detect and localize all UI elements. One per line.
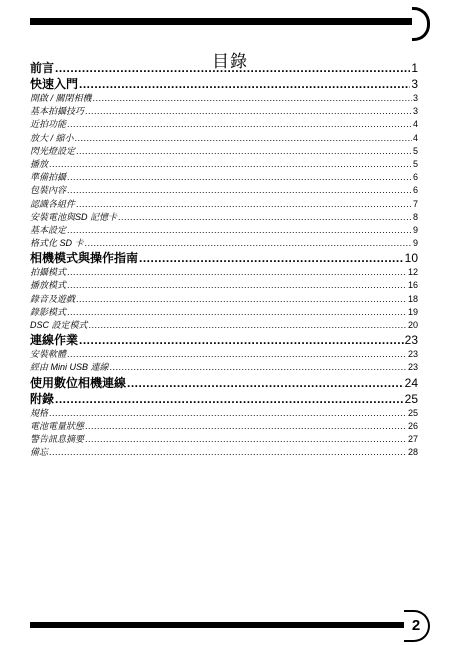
toc-section-entry[interactable] (30, 293, 418, 306)
toc-section-entry[interactable] (30, 407, 418, 420)
toc-entry-page: 6 (412, 172, 418, 183)
dot-leader (67, 348, 407, 361)
toc-entry-label: 準備拍攝 (30, 172, 67, 183)
dot-leader (75, 132, 412, 145)
toc-section-entry[interactable] (30, 348, 418, 361)
dot-leader (76, 198, 412, 211)
toc-entry-page: 18 (407, 293, 418, 304)
toc-entry-label: 備忘 (30, 447, 49, 458)
toc-section-entry[interactable] (30, 211, 418, 224)
toc-section-entry[interactable] (30, 132, 418, 145)
dot-leader (76, 145, 412, 158)
toc-section-entry[interactable] (30, 145, 418, 158)
dot-leader (76, 293, 407, 306)
toc-section-entry[interactable] (30, 433, 418, 446)
toc-section-entry[interactable] (30, 184, 418, 197)
dot-leader (85, 420, 407, 433)
toc-entry-page: 20 (407, 320, 418, 330)
toc-section-entry[interactable] (30, 420, 418, 433)
toc-entry-label: 快速入門 (30, 77, 79, 91)
toc-entry-label: 播放 (30, 158, 49, 169)
toc-chapter-entry[interactable] (30, 76, 418, 92)
toc-entry-label: 拍攝模式 (30, 267, 67, 278)
dot-leader (79, 332, 404, 348)
toc-entry-page: 23 (407, 349, 418, 360)
toc-entry-page: 3 (412, 93, 418, 103)
page-number: 2 (404, 610, 430, 642)
toc-entry-label: 經由 Mini USB 連線 (30, 362, 109, 373)
toc-entry-page: 27 (407, 433, 418, 444)
toc-entry-label: 相機模式與操作指南 (30, 251, 139, 266)
toc-entry-label: 安裝軟體 (30, 349, 67, 360)
dot-leader (67, 306, 407, 319)
toc-entry-page: 23 (404, 333, 418, 348)
dot-leader (55, 391, 404, 407)
toc-entry-label: 前言 (30, 61, 55, 75)
toc-section-entry[interactable] (30, 224, 418, 237)
toc-section-entry[interactable] (30, 158, 418, 171)
toc-entry-page: 5 (412, 145, 418, 156)
toc-entry-label: DSC 設定模式 (30, 320, 88, 330)
toc-section-entry[interactable] (30, 118, 418, 131)
toc-entry-label: 使用數位相機連線 (30, 375, 127, 390)
dot-leader (67, 266, 407, 279)
table-of-contents (30, 60, 418, 459)
toc-section-entry[interactable] (30, 237, 418, 250)
dot-leader (49, 446, 407, 459)
dot-leader (67, 224, 412, 237)
toc-section-entry[interactable] (30, 171, 418, 184)
toc-entry-page: 9 (412, 224, 418, 235)
toc-entry-label: 電池電量狀態 (30, 420, 85, 431)
top-decorative-rule (30, 18, 422, 25)
dot-leader (85, 237, 412, 250)
toc-entry-page: 26 (407, 420, 418, 431)
bottom-decorative-rule (30, 622, 412, 628)
dot-leader (67, 279, 407, 292)
toc-entry-page: 28 (407, 447, 418, 458)
toc-entry-page: 25 (407, 407, 418, 418)
toc-entry-page: 24 (404, 375, 418, 390)
toc-entry-label: 附錄 (30, 391, 55, 406)
toc-entry-label: 連線作業 (30, 333, 79, 348)
dot-leader (85, 433, 407, 446)
toc-entry-label: 近拍功能 (30, 119, 67, 130)
toc-entry-page: 12 (407, 267, 418, 278)
toc-entry-label: 認識各組件 (30, 198, 76, 209)
toc-entry-page: 8 (412, 211, 418, 222)
toc-chapter-entry[interactable] (30, 332, 418, 348)
toc-section-entry[interactable] (30, 306, 418, 319)
toc-entry-label: 警告訊息摘要 (30, 433, 85, 444)
dot-leader (110, 361, 407, 374)
toc-entry-page: 3 (411, 77, 418, 91)
toc-entry-label: 閃光燈設定 (30, 145, 76, 156)
toc-entry-label: 錄音及遊戲 (30, 293, 76, 304)
toc-entry-label: 規格 (30, 407, 49, 418)
toc-chapter-entry[interactable] (30, 391, 418, 407)
page-title: 目錄 (212, 52, 248, 72)
toc-section-entry[interactable] (30, 266, 418, 279)
toc-entry-page: 25 (404, 391, 418, 406)
toc-entry-label: 錄影模式 (30, 306, 67, 317)
dot-leader (49, 407, 407, 420)
toc-entry-label: 格式化 SD 卡 (30, 238, 84, 249)
dot-leader (118, 211, 412, 224)
toc-section-entry[interactable] (30, 105, 418, 118)
top-corner-tab (412, 7, 430, 41)
toc-entry-label: 放大 / 縮小 (30, 132, 74, 143)
dot-leader (79, 76, 410, 92)
dot-leader (127, 375, 404, 391)
toc-entry-page: 9 (412, 238, 418, 249)
dot-leader (85, 105, 412, 118)
toc-section-entry[interactable] (30, 198, 418, 211)
dot-leader (67, 118, 412, 131)
toc-entry-page: 19 (407, 306, 418, 317)
dot-leader (67, 184, 412, 197)
toc-entry-page: 16 (407, 280, 418, 291)
toc-section-entry[interactable] (30, 92, 418, 105)
dot-leader (89, 319, 407, 332)
toc-entry-page: 6 (412, 185, 418, 196)
toc-entry-page: 5 (412, 158, 418, 169)
dot-leader (93, 92, 412, 105)
toc-entry-label: 安裝電池與SD 記憶卡 (30, 211, 118, 222)
toc-section-entry[interactable] (30, 279, 418, 292)
toc-entry-page: 10 (404, 251, 418, 266)
toc-section-entry[interactable] (30, 361, 418, 374)
toc-entry-page: 23 (407, 362, 418, 373)
dot-leader (49, 158, 412, 171)
toc-chapter-entry[interactable] (30, 60, 418, 76)
toc-entry-label: 開啟 / 關閉相機 (30, 93, 92, 103)
toc-chapter-entry[interactable] (30, 250, 418, 266)
toc-chapter-entry[interactable] (30, 375, 418, 391)
dot-leader (67, 171, 412, 184)
toc-entry-page: 7 (412, 198, 418, 209)
toc-entry-label: 包裝內容 (30, 185, 67, 196)
dot-leader (55, 60, 410, 76)
toc-entry-label: 播放模式 (30, 280, 67, 291)
toc-entry-page: 1 (411, 61, 418, 75)
toc-entry-page: 4 (412, 119, 418, 130)
toc-section-entry[interactable] (30, 319, 418, 332)
dot-leader (139, 250, 404, 266)
toc-entry-page: 4 (412, 132, 418, 143)
toc-section-entry[interactable] (30, 446, 418, 459)
toc-entry-page: 3 (412, 106, 418, 117)
toc-entry-label: 基本拍攝技巧 (30, 106, 85, 117)
toc-entry-label: 基本設定 (30, 224, 67, 235)
